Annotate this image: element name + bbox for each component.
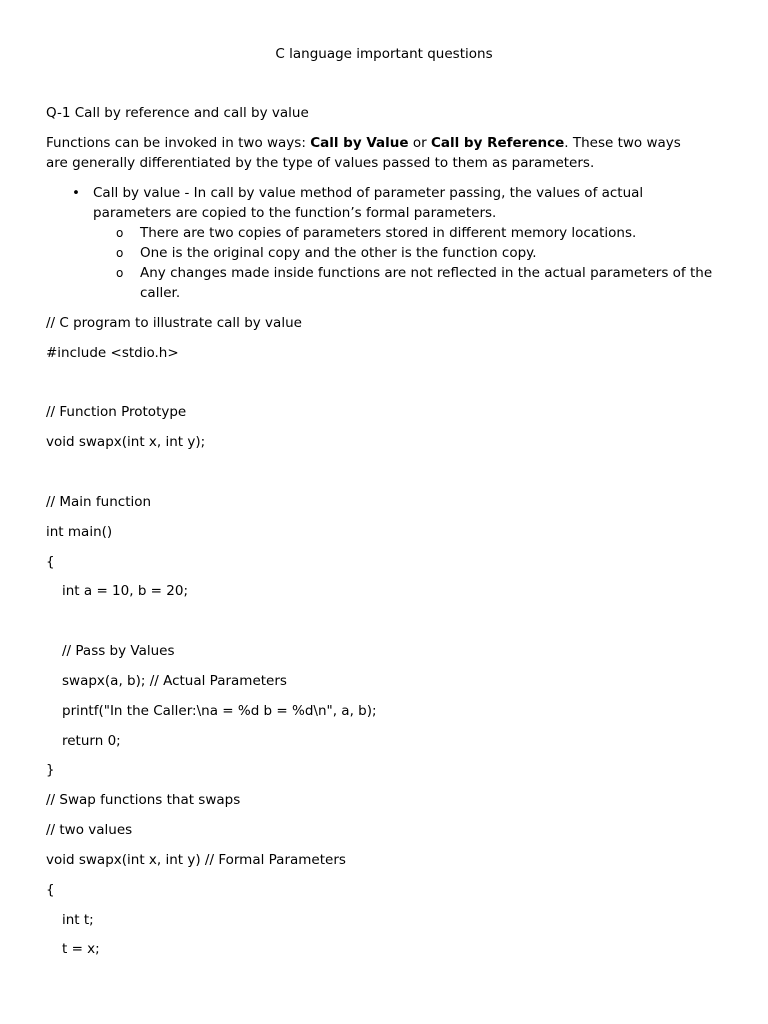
code-line: // Function Prototype [46,404,187,420]
intro-bold-call-by-value: Call by Value [310,135,409,151]
intro-text-2: or [408,135,431,151]
code-line: int a = 10, b = 20; [62,583,189,599]
intro-paragraph [46,133,706,173]
question-heading: Q-1 Call by reference and call by value [46,105,309,121]
code-line: swapx(a, b); // Actual Parameters [62,673,287,689]
sub-bullet-1 [116,223,716,243]
code-line: printf("In the Caller:\na = %d b = %d\n", a, b); [62,703,377,719]
code-line: int main() [46,524,113,540]
code-line: // C program to illustrate call by value [46,315,302,331]
sub-bullet-text: Any changes made inside functions are not reflected in the actual parameters of the caller. [140,265,713,301]
bullet-text: Call by value - In call by value method of parameter passing, the values of actual parameters are copied to the function’s formal parameters. [93,185,644,221]
intro-bold-call-by-reference: Call by Reference [430,135,565,151]
bullet-call-by-value [72,183,712,223]
code-line: // Main function [46,494,152,510]
code-line: void swapx(int x, int y) // Formal Parameters [46,852,346,868]
sub-bullet-text: One is the original copy and the other is the function copy. [140,245,537,261]
sub-bullet-marker: o [116,266,124,280]
code-line: t = x; [62,941,100,957]
code-line: return 0; [62,733,121,749]
code-line: // Swap functions that swaps [46,792,241,808]
document-title: C language important questions [275,46,493,62]
code-line: int t; [62,912,94,928]
sub-bullet-3 [116,263,716,303]
code-line: { [46,554,55,570]
code-line: { [46,882,55,898]
code-line: } [46,762,55,778]
code-line: void swapx(int x, int y); [46,434,206,450]
sub-bullet-2 [116,243,716,263]
sub-bullet-marker: o [116,246,124,260]
sub-bullet-text: There are two copies of parameters stored in different memory locations. [140,225,637,241]
code-line: #include <stdio.h> [46,345,179,361]
bullet-marker: • [72,185,80,201]
sub-bullet-marker: o [116,226,124,240]
code-line: // two values [46,822,133,838]
intro-text-3: . These two ways are generally differentiated by the type of values passed to them as parameters. [46,135,681,171]
code-line: // Pass by Values [62,643,175,659]
intro-text-1: Functions can be invoked in two ways: [46,135,311,151]
